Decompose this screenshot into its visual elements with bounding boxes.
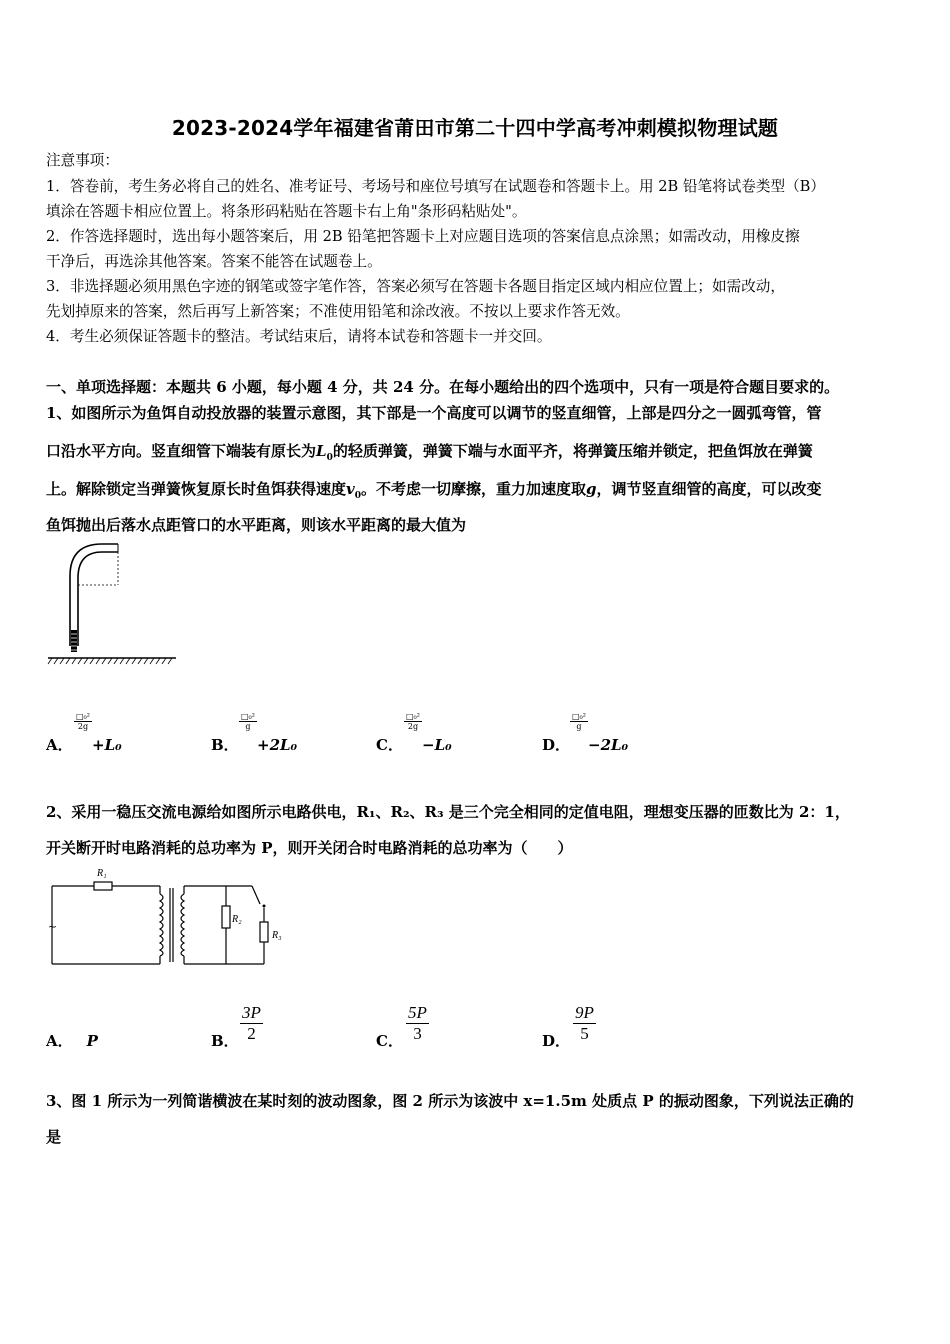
q1-line: 鱼饵抛出后落水点距管口的水平距离，则该水平距离的最大值为 <box>46 516 467 534</box>
q3-line: 3、图 1 所示为一列简谐横波在某时刻的波动图象，图 2 所示为该波中 x=1.5m 处质点 P 的振动图象，下列说法正确的 <box>46 1092 854 1110</box>
q2-option-b-fraction: $\frac{3P}{2}$ <box>242 1003 261 1043</box>
q1-line: 1、如图所示为鱼饵自动投放器的装置示意图，其下部是一个高度可以调节的竖直细管，上部是四分之一圆弧弯管，管 <box>46 404 822 422</box>
notice-heading: 注意事项： <box>46 152 119 169</box>
notice-line: 1．答卷前，考生务必将自己的姓名、准考证号、考场号和座位号填写在试题卷和答题卡上。用 2B 铅笔将试卷类型（B） <box>46 178 825 195</box>
q2-option-d-fraction: $\frac{9P}{5}$ <box>575 1003 594 1043</box>
q2-option-c-fraction: $\frac{5P}{3}$ <box>408 1003 427 1043</box>
q1-option-c[interactable]: C． □₀² 2g −L₀ <box>376 712 452 754</box>
q1-option-d[interactable]: D． □₀² g −2L₀ <box>542 712 629 754</box>
q1-option-a[interactable]: A． □₀² 2g +L₀ <box>46 712 122 754</box>
q2-option-b[interactable]: B． <box>211 1032 239 1050</box>
r2-label: R₂ <box>232 914 242 925</box>
notice-line: 干净后，再选涂其他答案。答案不能答在试题卷上。 <box>46 253 382 270</box>
q2-option-c[interactable]: C． <box>376 1032 403 1050</box>
transformer-circuit-figure <box>44 864 294 968</box>
bait-launcher-figure <box>44 536 184 668</box>
notice-line: 先划掉原来的答案，然后再写上新答案；不准使用铅笔和涂改液。不按以上要求作答无效。 <box>46 303 630 320</box>
notice-line: 3．非选择题必须用黑色字迹的钢笔或签字笔作答，答案必须写在答题卡各题目指定区域内相应位置上；如需改动， <box>46 278 785 295</box>
q1-option-b[interactable]: B． □₀² g +2L₀ <box>211 712 298 754</box>
q1-line: 口沿水平方向。竖直细管下端装有原长为$L_0$的轻质弹簧，弹簧下端与水面平齐，将弹簧压缩并锁定，把鱼饵放在弹簧 <box>46 442 813 463</box>
q2-line: 2、采用一稳压交流电源给如图所示电路供电，R₁、R₂、R₃ 是三个完全相同的定值电阻，理想变压器的匝数比为 2：1， <box>46 803 850 821</box>
notice-line: 4．考生必须保证答题卡的整洁。考试结束后，请将本试卷和答题卡一并交回。 <box>46 328 552 345</box>
notice-line: 2．作答选择题时，选出每小题答案后，用 2B 铅笔把答题卡上对应题目选项的答案信息点涂黑；如需改动，用橡皮擦 <box>46 228 800 245</box>
q2-option-d[interactable]: D． <box>542 1032 571 1050</box>
q2-option-a[interactable]: A． P <box>46 1032 98 1050</box>
section-heading: 一、单项选择题：本题共 6 小题，每小题 4 分，共 24 分。在每小题给出的四个选项中，只有一项是符合题目要求的。 <box>46 378 840 396</box>
notice-line: 填涂在答题卡相应位置上。将条形码粘贴在答题卡右上角"条形码粘贴处"。 <box>46 203 527 220</box>
q2-line: 开关断开时电路消耗的总功率为 P，则开关闭合时电路消耗的总功率为（ ） <box>46 839 573 857</box>
q1-line: 上。解除锁定当弹簧恢复原长时鱼饵获得速度$v_0$。不考虑一切摩擦，重力加速度取g，调节竖直细管的高度，可以改变 <box>46 480 822 501</box>
ac-source-label: ~ <box>48 920 58 933</box>
r3-label: R₃ <box>272 930 282 941</box>
r1-label: R₁ <box>97 868 107 879</box>
page-title: 2023-2024学年福建省莆田市第二十四中学高考冲刺模拟物理试题 <box>171 116 779 140</box>
q3-line: 是 <box>46 1128 62 1146</box>
